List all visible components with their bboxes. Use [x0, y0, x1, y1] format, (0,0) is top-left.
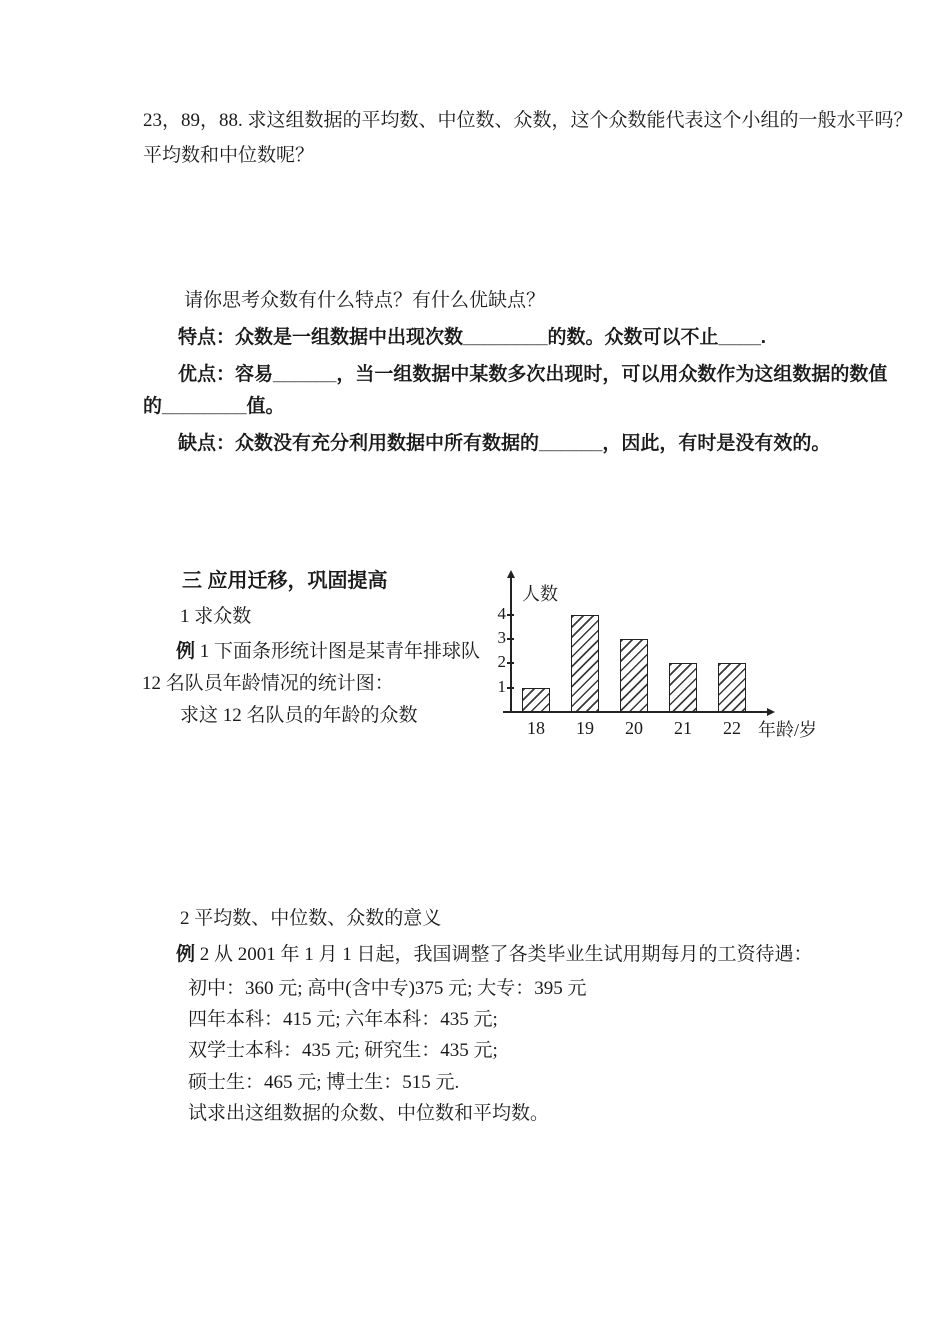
y-tick-mark-3 — [507, 638, 514, 640]
task1-title: 1 求众数 — [180, 606, 252, 627]
y-axis-label: 人数 — [522, 584, 558, 604]
example2-text: 2 从 2001 年 1 月 1 日起，我国调整了各类毕业生试用期每月的工资待遇： — [195, 944, 813, 965]
bar-age-19 — [571, 615, 599, 712]
example2-question: 试求出这组数据的众数、中位数和平均数。 — [188, 1103, 550, 1124]
intro-line-1: 23，89，88. 求这组数据的平均数、中位数、众数，这个众数能代表这个小组的一般水平吗？ — [143, 110, 913, 131]
x-tick-label-22: 22 — [723, 718, 741, 738]
example1-line-2: 12 名队员年龄情况的统计图： — [142, 673, 394, 694]
bar-age-22 — [718, 663, 746, 712]
y-axis — [510, 577, 512, 713]
y-tick-mark-4 — [507, 614, 514, 616]
y-tick-label-3: 3 — [497, 628, 506, 648]
x-tick-label-20: 20 — [625, 718, 643, 738]
salary-line-4: 硕士生：465 元; 博士生：515 元. — [188, 1072, 460, 1093]
think-prompt: 请你思考众数有什么特点？有什么优缺点？ — [184, 290, 546, 311]
y-tick-label-2: 2 — [497, 652, 506, 672]
y-tick-mark-1 — [507, 687, 514, 689]
drawback-blank-line: 缺点：众数没有充分利用数据中所有数据的______，因此，有时是没有效的。 — [178, 433, 831, 454]
example1-bold-marker: 例 — [176, 641, 196, 662]
bar-age-18 — [522, 688, 550, 712]
x-tick-label-19: 19 — [576, 718, 594, 738]
example1-line-3: 求这 12 名队员的年龄的众数 — [180, 705, 418, 726]
feature-blank-line: 特点：众数是一组数据中出现次数________的数。众数可以不止____. — [178, 327, 767, 348]
example2-bold-marker: 例 — [176, 944, 196, 965]
salary-line-3: 双学士本科：435 元; 研究生：435 元; — [188, 1040, 498, 1061]
example1-text: 1 下面条形统计图是某青年排球队 — [195, 641, 481, 662]
x-tick-label-18: 18 — [527, 718, 545, 738]
salary-line-2: 四年本科：415 元; 六年本科：435 元; — [188, 1009, 498, 1030]
x-tick-label-21: 21 — [674, 718, 692, 738]
task2-title: 2 平均数、中位数、众数的意义 — [180, 908, 442, 929]
example1-line-1 — [176, 641, 480, 663]
bar-age-20 — [620, 639, 648, 712]
y-tick-mark-2 — [507, 662, 514, 664]
intro-line-2: 平均数和中位数呢？ — [143, 145, 315, 166]
x-axis-arrow-icon — [767, 708, 775, 716]
y-tick-label-4: 4 — [497, 603, 506, 623]
advantage-blank-line: 优点：容易______，当一组数据中某数多次出现时，可以用众数作为这组数据的数值 — [178, 364, 888, 385]
age-bar-chart — [488, 572, 848, 767]
bar-age-21 — [669, 663, 697, 712]
y-tick-label-1: 1 — [497, 676, 506, 696]
example2-line-1 — [176, 944, 813, 966]
salary-line-1: 初中：360 元; 高中(含中专)375 元; 大专：395 元 — [188, 978, 587, 999]
x-axis-label: 年龄/岁 — [758, 720, 818, 740]
section-title: 三 应用迁移，巩固提高 — [182, 570, 388, 592]
advantage-blank-line-2: 的________值。 — [143, 396, 285, 417]
